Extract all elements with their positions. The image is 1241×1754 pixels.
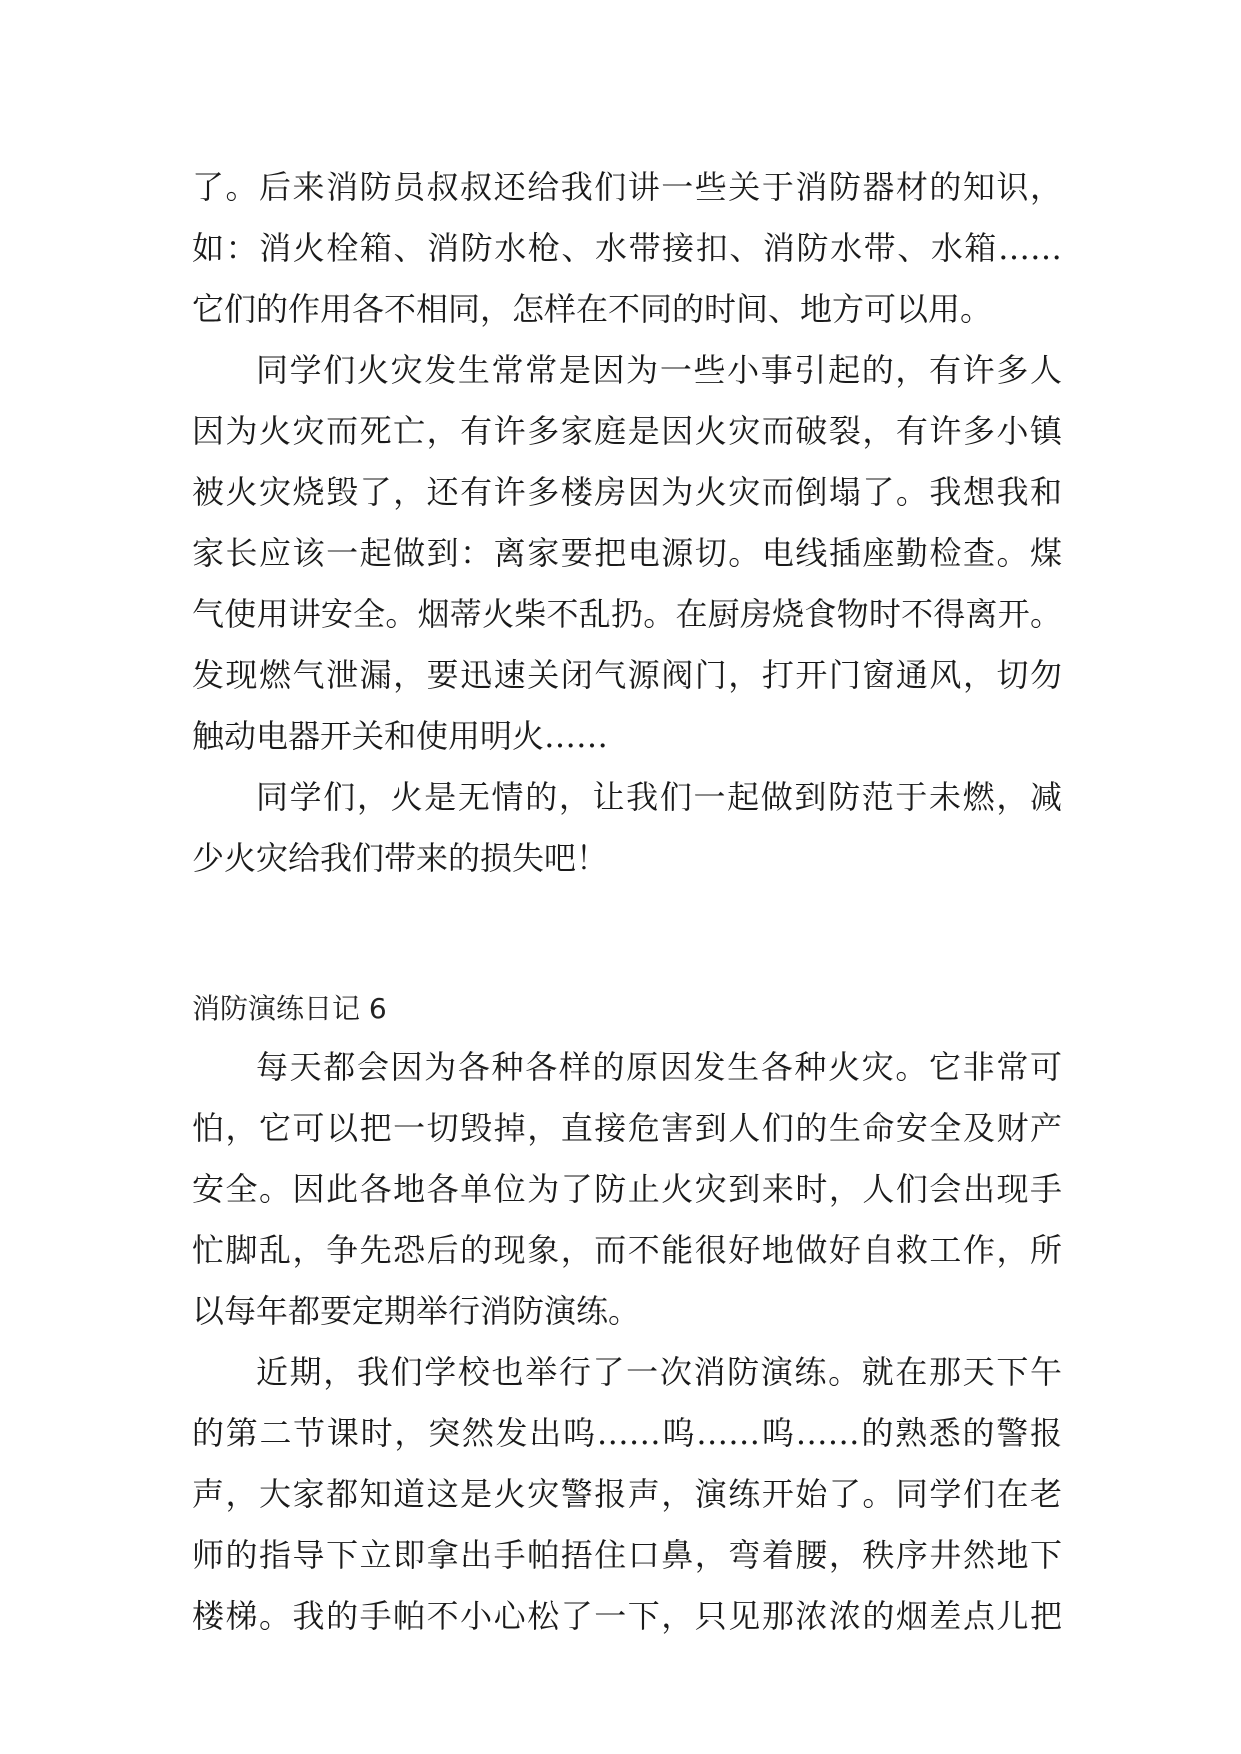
body-line: 忙脚乱，争先恐后的现象，而不能很好地做好自救工作，所 [192,1231,1062,1269]
body-line: 触动电器开关和使用明火…… [192,717,609,755]
paragraph-first-line: 每天都会因为各种各样的原因发生各种火灾。它非常可 [256,1048,1062,1086]
body-line: 少火灾给我们带来的损失吧！ [192,839,609,877]
paragraph-first-line: 同学们，火是无情的，让我们一起做到防范于未燃，减 [256,778,1062,816]
body-line: 发现燃气泄漏，要迅速关闭气源阀门，打开门窗通风，切勿 [192,656,1062,694]
body-line: 了。后来消防员叔叔还给我们讲一些关于消防器材的知识， [192,168,1062,206]
document-body [192,157,1062,1647]
body-line: 的第二节课时，突然发出呜……呜……呜……的熟悉的警报 [192,1414,1062,1452]
body-line: 怕，它可以把一切毁掉，直接危害到人们的生命安全及财产 [192,1109,1062,1147]
body-line: 楼梯。我的手帕不小心松了一下，只见那浓浓的烟差点儿把 [192,1597,1062,1635]
body-line: 因为火灾而死亡，有许多家庭是因火灾而破裂，有许多小镇 [192,412,1062,450]
section-gap [192,889,1062,981]
body-line: 安全。因此各地各单位为了防止火灾到来时，人们会出现手 [192,1170,1062,1208]
body-line: 师的指导下立即拿出手帕捂住口鼻，弯着腰，秩序井然地下 [192,1536,1062,1574]
body-line: 如：消火栓箱、消防水枪、水带接扣、消防水带、水箱…… [192,229,1062,267]
body-line: 家长应该一起做到：离家要把电源切。电线插座勤检查。煤 [192,534,1062,572]
body-line: 它们的作用各不相同，怎样在不同的时间、地方可以用。 [192,290,993,328]
body-line: 声，大家都知道这是火灾警报声，演练开始了。同学们在老 [192,1475,1062,1513]
section-heading: 消防演练日记 6 [192,992,387,1025]
body-line: 以每年都要定期举行消防演练。 [192,1292,641,1330]
paragraph-first-line: 近期，我们学校也举行了一次消防演练。就在那天下午 [256,1353,1062,1391]
body-line: 被火灾烧毁了，还有许多楼房因为火灾而倒塌了。我想我和 [192,473,1062,511]
body-line: 气使用讲安全。烟蒂火柴不乱扔。在厨房烧食物时不得离开。 [192,595,1062,633]
paragraph-first-line: 同学们火灾发生常常是因为一些小事引起的，有许多人 [256,351,1062,389]
